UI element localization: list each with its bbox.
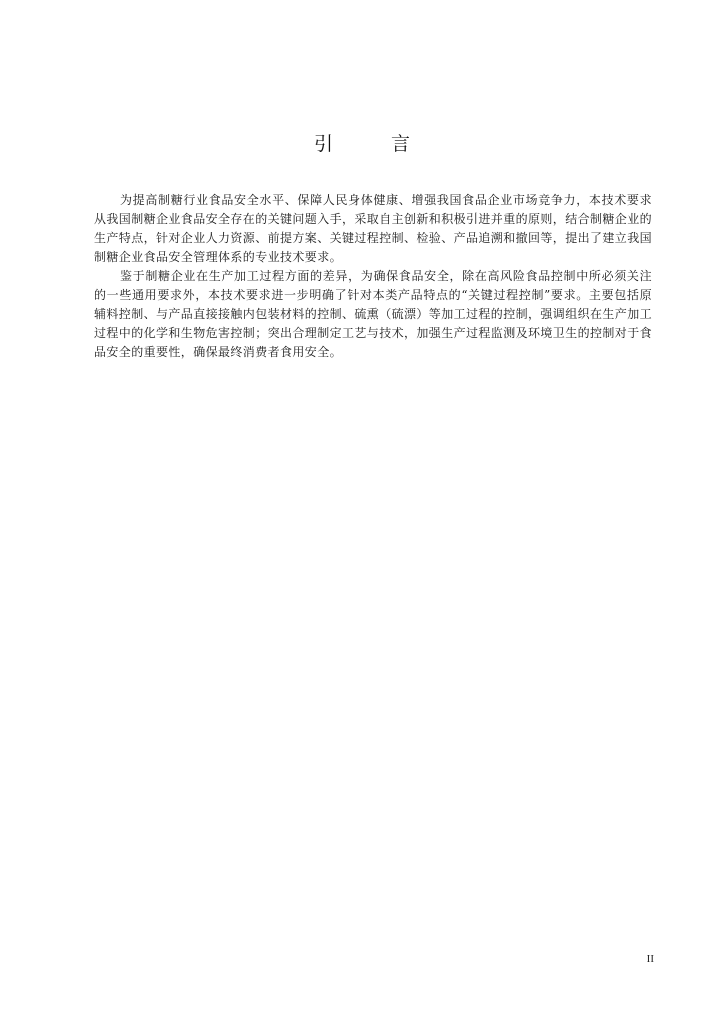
page-title: 引 言	[313, 133, 437, 155]
page-number: II	[646, 953, 654, 965]
introduction-body	[94, 191, 652, 362]
paragraph-1: 为提高制糖行业食品安全水平、保障人民身体健康、增强我国食品企业市场竞争力，本技术要求从我国制糖企业食品安全存在的关键问题入手，采取自主创新和积极引进并重的原则，结合制糖企业的生产特点，针对企业人力资源、前提方案、关键过程控制、检验、产品追溯和撤回等，提出了建立我国制糖企业食品安全管理体系的专业技术要求。	[94, 193, 653, 264]
paragraph-2: 鉴于制糖企业在生产加工过程方面的差异，为确保食品安全，除在高风险食品控制中所必须关注的一些通用要求外，本技术要求进一步明确了针对本类产品特点的“关键过程控制”要求。主要包括原辅料控制、与产品直接接触内包装材料的控制、硫熏（硫漂）等加工过程的控制，强调组织在生产加工过程中的化学和生物危害控制；突出合理制定工艺与技术，加强生产过程监测及环境卫生的控制对于食品安全的重要性，确保最终消费者食用安全。	[94, 269, 653, 359]
